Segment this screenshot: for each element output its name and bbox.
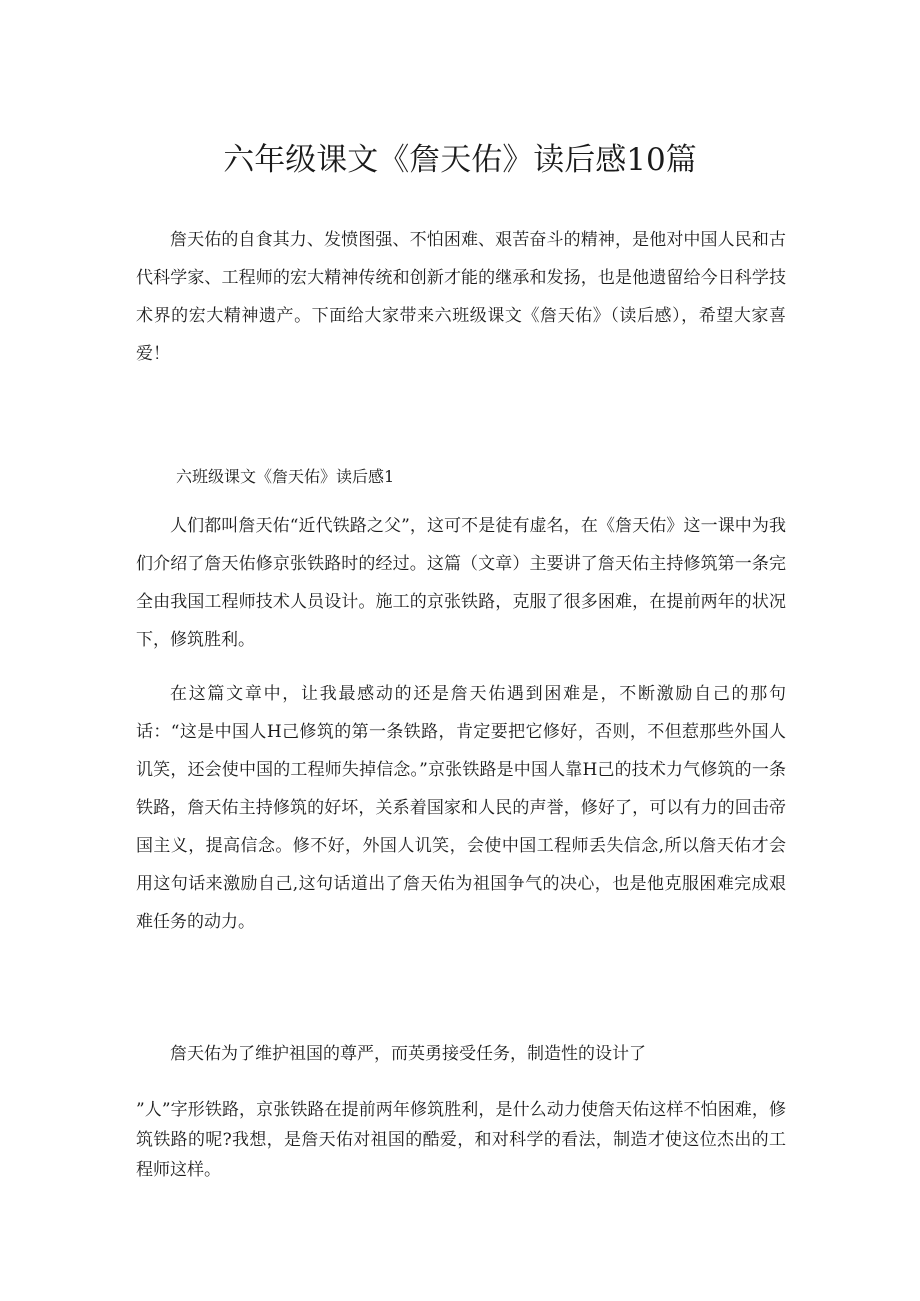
document-title: 六年级课文《詹天佑》读后感10篇 xyxy=(223,142,697,178)
intro-paragraph: 詹天佑的自食其力、发愤图强、不怕困难、艰苦奋斗的精神，是他对中国人民和古代科学家、工程师的宏大精神传统和创新才能的继承和发扬，也是他遗留给今日科学技术界的宏大精神遗产。下面给大家带来六班级课文《詹天佑》（读后感），希望大家喜爱！ xyxy=(136,230,786,364)
section-heading: 六班级课文《詹天佑》读后感1 xyxy=(176,467,395,486)
body-paragraph-3-first-line: 詹天佑为了维护祖国的尊严，而英勇接受任务，制造性的设计了 xyxy=(170,1044,646,1064)
body-paragraph-3-continuation: ”人”字形铁路，京张铁路在提前两年修筑胜利，是什么动力使詹天佑这样不怕困难，修筑铁路的呢?我想，是詹天佑对祖国的酷爱，和对科学的看法，制造才使这位杰出的工程师这样。 xyxy=(136,1100,786,1180)
body-paragraph-2: 在这篇文章中，让我最感动的还是詹天佑遇到困难是，不断激励自己的那句话：“这是中国人H己修筑的第一条铁路，肯定要把它修好，否则，不但惹那些外国人讥笑，还会使中国的工程师失掉信念。”京张铁路是中国人靠H己的技术力气修筑的一条铁路，詹天佑主持修筑的好坏，关系着国家和人民的声誉，修好了，可以有力的回击帝国主义，提高信念。修不好，外国人讥笑，会使中国工程师丢失信念,所以詹天佑才会用这句话来激励自己,这句话道出了詹天佑为祖国争气的决心，也是他克服困难完成艰难任务的动力。 xyxy=(136,684,786,932)
body-paragraph-1: 人们都叫詹天佑“近代铁路之父”，这可不是徒有虚名，在《詹天佑》这一课中为我们介绍了詹天佑修京张铁路时的经过。这篇（文章）主要讲了詹天佑主持修筑第一条完全由我国工程师技术人员设计。施工的京张铁路，克服了很多困难，在提前两年的状况下，修筑胜利。 xyxy=(136,516,786,650)
